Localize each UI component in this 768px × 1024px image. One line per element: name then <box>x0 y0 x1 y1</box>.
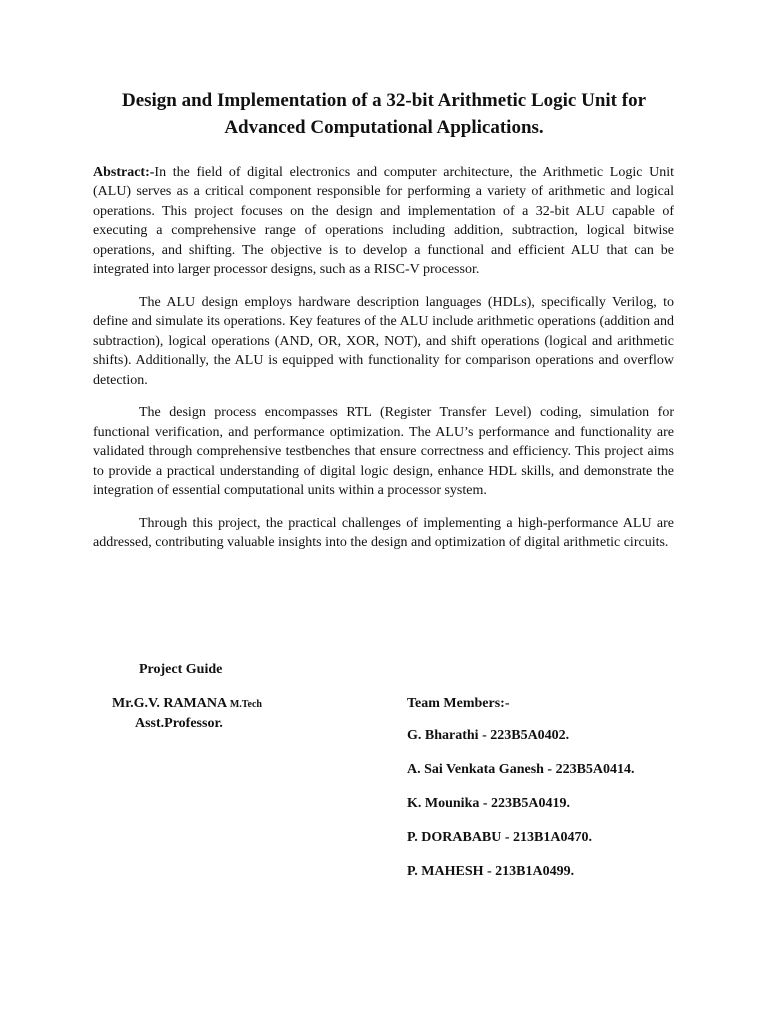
abstract-paragraph-2: The ALU design employs hardware description languages (HDLs), specifically Verilog, to define and simulate its operations. Key features of the ALU include arithmetic operations (addition and subtraction), logical operations (AND, OR, XOR, NOT), and shift operations (logical and arithmetic shifts). Additionally, the ALU is equipped with functionality for comparison operations and overflow detection. <box>93 294 674 388</box>
team-member: A. Sai Venkata Ganesh - 223B5A0414. <box>407 762 635 777</box>
title-line-1: Design and Implementation of a 32-bit Arithmetic Logic Unit for <box>121 90 647 111</box>
guide-degree: M.Tech <box>229 699 262 710</box>
project-guide-heading: Project Guide <box>139 662 223 677</box>
abstract-paragraph-1 <box>93 163 674 279</box>
abstract-label: Abstract:- <box>93 165 155 180</box>
team-members-section <box>407 696 635 896</box>
abstract-paragraph-1-text: In the field of digital electronics and computer architecture, the Arithmetic Logic Unit (ALU) serves as a critical component responsible for performing a variety of arithmetic and logical operations. This project focuses on the design and implementation of a 32-bit ALU capable of executing a comprehensive range of operations including addition, subtraction, logical bitwise operations, and shifting. The objective is to develop a functional and efficient ALU that can be integrated into larger processor designs, such as a RISC-V processor. <box>93 165 674 278</box>
team-member: P. MAHESH - 213B1A0499. <box>407 864 575 879</box>
team-member: K. Mounika - 223B5A0419. <box>407 796 570 811</box>
abstract-section <box>93 163 674 566</box>
guide-name-text: Mr.G.V. RAMANA <box>112 696 227 711</box>
project-guide-name <box>112 696 262 712</box>
abstract-paragraph-4: Through this project, the practical challenges of implementing a high-performance ALU are addressed, contributing valuable insights into the design and optimization of digital arithmetic circuits. <box>93 516 674 551</box>
abstract-paragraph-3: The design process encompasses RTL (Register Transfer Level) coding, simulation for functional verification, and performance optimization. The ALU’s performance and functionality are validated through comprehensive testbenches that ensure correctness and efficiency. This project aims to provide a practical understanding of digital logic design, enhance HDL skills, and demonstrate the integration of essential computational units within a processor system. <box>93 405 674 499</box>
team-members-heading: Team Members:- <box>407 696 510 711</box>
title-line-2: Advanced Computational Applications. <box>224 117 544 138</box>
document-title <box>60 87 708 141</box>
team-member: G. Bharathi - 223B5A0402. <box>407 728 570 743</box>
project-guide-title: Asst.Professor. <box>135 716 223 731</box>
team-member: P. DORABABU - 213B1A0470. <box>407 830 592 845</box>
